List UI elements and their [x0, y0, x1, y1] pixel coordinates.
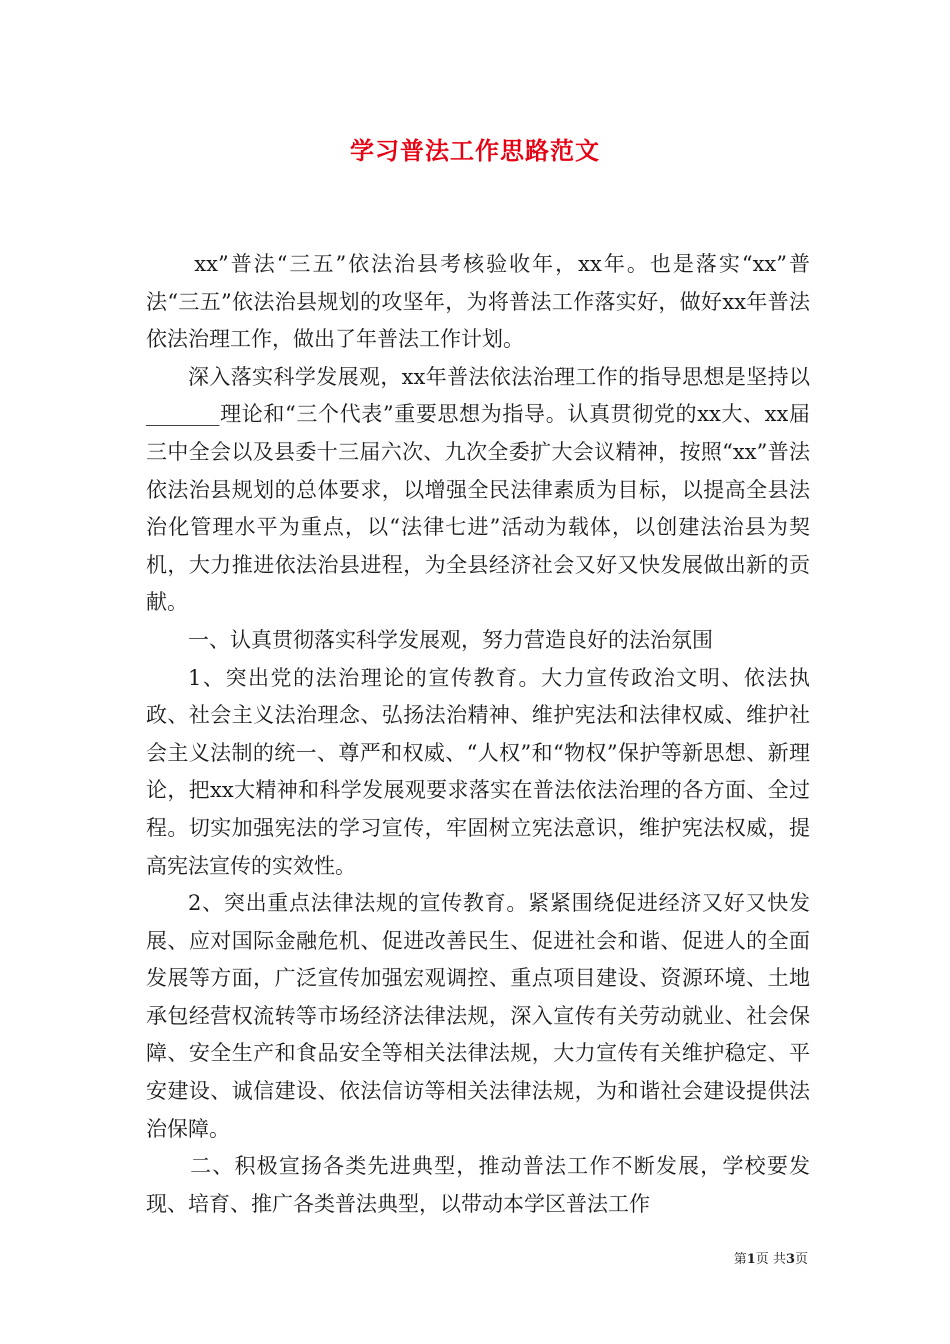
- paragraph-guiding-thought: 深入落实科学发展观，xx年普法依法治理工作的指导思想是坚持以_______理论和“三个代表”重要思想为指导。认真贯彻党的xx大、xx届三中全会以及县委十三届六次、九次全委扩大会议精神，按照“xx”普法依法治县规划的总体要求，以增强全民法律素质为目标，以提高全县法治化管理水平为重点，以“法律七进”活动为载体，以创建法治县为契机，大力推进依法治县进程，为全县经济社会又好又快发展做出新的贡献。: [146, 364, 810, 615]
- section-heading-1: 一、认真贯彻落实科学发展观，努力营造良好的法治氛围: [188, 627, 713, 652]
- footer-suffix: 页: [794, 1252, 808, 1267]
- document-body: [146, 246, 810, 1223]
- document-title: 学习普法工作思路范文: [350, 136, 600, 165]
- footer-prefix: 第: [733, 1252, 747, 1267]
- footer-total-pages: 3: [785, 1252, 795, 1267]
- paragraph-item-2: 2、突出重点法律法规的宣传教育。紧紧围绕促进经济又好又快发展、应对国际金融危机、促进改善民生、促进社会和谐、促进人的全面发展等方面，广泛宣传加强宏观调控、重点项目建设、资源环境、土地承包经营权流转等市场经济法律法规，深入宣传有关劳动就业、社会保障、安全生产和食品安全等相关法律法规，大力宣传有关维护稳定、平安建设、诚信建设、依法信访等相关法律法规，为和谐社会建设提供法治保障。: [146, 891, 810, 1141]
- paragraph-item-1: 1、突出党的法治理论的宣传教育。大力宣传政治文明、依法执政、社会主义法治理念、弘扬法治精神、维护宪法和法律权威、维护社会主义法制的统一、尊严和权威、“人权”和“物权”保护等新思想、新理论，把xx大精神和科学发展观要求落实在普法依法治理的各方面、全过程。切实加强宪法的学习宣传，牢固树立宪法意识，维护宪法权威，提高宪法宣传的实效性。: [146, 665, 810, 878]
- footer-middle: 页 共: [755, 1252, 786, 1267]
- section-heading-2: 二、积极宣扬各类先进典型，推动普法工作不断发展，学校要发现、培育、推广各类普法典型，以带动本学区普法工作: [146, 1154, 810, 1216]
- footer-current-page: 1: [746, 1252, 756, 1267]
- paragraph-intro: xx”普法“三五”依法治县考核验收年，xx年。也是落实“xx”普法“三五”依法治县规划的攻坚年，为将普法工作落实好，做好xx年普法依法治理工作，做出了年普法工作计划。: [146, 252, 810, 352]
- page-number-footer: [734, 1248, 808, 1267]
